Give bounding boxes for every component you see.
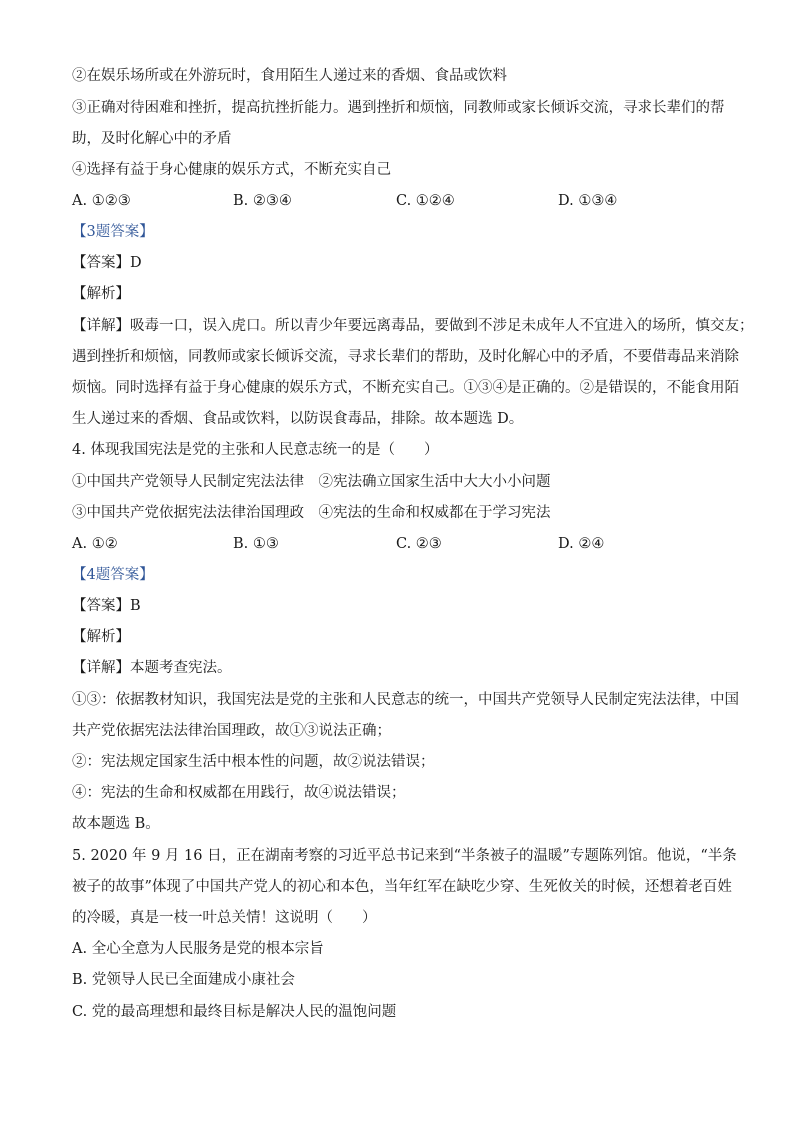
q4-stem: 4. 体现我国宪法是党的主张和人民意志统一的是（ ） [72,442,439,458]
q4-option-c: C. ②③ [396,536,442,552]
q4-detail-line-5: ④：宪法的生命和权威都在用践行，故④说法错误； [72,785,406,801]
q4-option-a: A. ①② [72,536,118,552]
q3-item-3-cont: 助，及时化解心中的矛盾 [72,131,232,147]
q5-stem-line-3: 的冷暖，真是一枝一叶总关情！这说明（ ） [72,910,377,926]
q3-answer: 【答案】D [72,255,142,271]
q3-option-d: D. ①③④ [558,193,618,209]
q3-detail-line-4: 生人递过来的香烟、食品或饮料，以防误食毒品，排除。故本题选 D。 [72,411,524,427]
q3-analysis: 【解析】 [72,286,130,302]
q5-stem-line-1: 5. 2020 年 9 月 16 日，正在湖南考察的习近平总书记来到“半条被子的温暖”专题陈列馆。他说，“半条 [72,848,737,864]
q4-items-row-2: ③中国共产党依据宪法法律治国理政 ④宪法的生命和权威都在于学习宪法 [72,505,551,521]
q5-option-a: A. 全心全意为人民服务是党的根本宗旨 [72,941,324,957]
q3-detail-line-3: 烦恼。同时选择有益于身心健康的娱乐方式，不断充实自己。①③④是正确的。②是错误的，不能食用陌 [72,380,739,396]
q4-detail-line-1: 【详解】本题考查宪法。 [72,660,232,676]
q3-detail-line-2: 遇到挫折和烦恼，同教师或家长倾诉交流，寻求长辈们的帮助，及时化解心中的矛盾，不要借毒品来消除 [72,349,739,365]
q4-detail-line-4: ②：宪法规定国家生活中根本性的问题，故②说法错误； [72,754,435,770]
q4-option-b: B. ①③ [233,536,279,552]
q4-detail-line-3: 共产党依据宪法法律治国理政，故①③说法正确； [72,723,391,739]
q3-item-2: ②在娱乐场所或在外游玩时，食用陌生人递过来的香烟、食品或饮料 [72,68,507,84]
q5-stem-line-2: 被子的故事”体现了中国共产党人的初心和本色，当年红军在缺吃少穿、生死攸关的时候，还想着老百姓 [72,879,732,895]
q3-item-3: ③正确对待困难和挫折，提高抗挫折能力。遇到挫折和烦恼，同教师或家长倾诉交流，寻求长辈们的帮 [72,100,725,116]
q3-answer-header: 【3题答案】 [72,224,154,240]
q4-detail-line-2: ①③：依据教材知识，我国宪法是党的主张和人民意志的统一，中国共产党领导人民制定宪法法律，中国 [72,692,739,708]
q4-answer: 【答案】B [72,598,141,614]
q4-option-d: D. ②④ [558,536,605,552]
q4-analysis: 【解析】 [72,629,130,645]
q4-detail-line-6: 故本题选 B。 [72,816,160,832]
q4-items-row-1: ①中国共产党领导人民制定宪法法律 ②宪法确立国家生活中大大小小问题 [72,474,551,490]
q5-option-b: B. 党领导人民已全面建成小康社会 [72,972,295,988]
q3-option-c: C. ①②④ [396,193,455,209]
q3-option-a: A. ①②③ [72,193,131,209]
q3-option-b: B. ②③④ [233,193,292,209]
q3-item-4: ④选择有益于身心健康的娱乐方式，不断充实自己 [72,162,391,178]
q4-answer-header: 【4题答案】 [72,567,154,583]
q5-option-c: C. 党的最高理想和最终目标是解决人民的温饱问题 [72,1004,397,1020]
q3-detail-line-1: 【详解】吸毒一口，误入虎口。所以青少年要远离毒品，要做到不涉足未成年人不宜进入的场所，慎交友； [72,318,754,334]
